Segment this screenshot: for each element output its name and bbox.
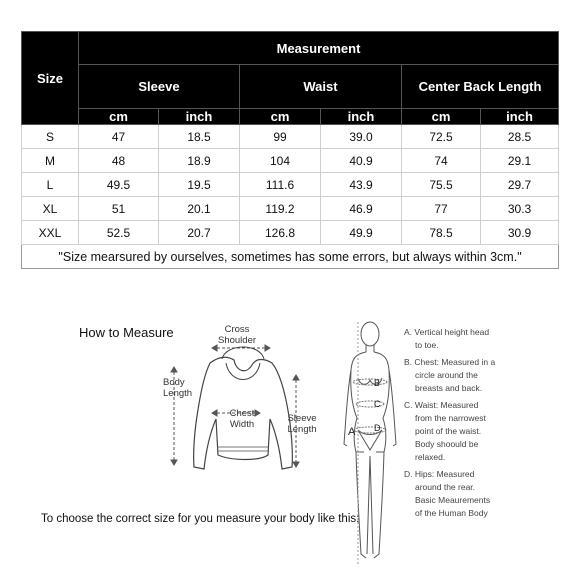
measurement-header: Measurement	[79, 32, 559, 65]
note-line: Body shoould be	[415, 439, 479, 449]
body-point-c: C	[374, 399, 381, 409]
value-cell: 111.6	[240, 173, 321, 197]
value-cell: 49.9	[321, 221, 402, 245]
note-waist	[404, 399, 574, 464]
table-row	[22, 197, 559, 221]
value-cell: 40.9	[321, 149, 402, 173]
size-header: Size	[22, 32, 79, 125]
value-cell: 51	[79, 197, 159, 221]
note-line: breasts and back.	[415, 383, 483, 393]
value-cell: 30.9	[481, 221, 559, 245]
table-row	[22, 149, 559, 173]
value-cell: 18.9	[159, 149, 240, 173]
value-cell: 46.9	[321, 197, 402, 221]
value-cell: 18.5	[159, 125, 240, 149]
size-cell: XXL	[22, 221, 79, 245]
unit-header: cm	[79, 109, 159, 125]
note-line: A. Vertical height head	[404, 327, 490, 337]
value-cell: 19.5	[159, 173, 240, 197]
size-chart-table	[21, 31, 559, 269]
size-cell: M	[22, 149, 79, 173]
value-cell: 74	[402, 149, 481, 173]
how-to-measure-title: How to Measure	[79, 325, 174, 340]
body-length-label	[163, 377, 203, 399]
unit-header: inch	[481, 109, 559, 125]
label-text: Length	[287, 424, 317, 435]
value-cell: 47	[79, 125, 159, 149]
value-cell: 43.9	[321, 173, 402, 197]
table-row	[22, 221, 559, 245]
note-height	[404, 326, 574, 352]
cross-shoulder-label	[214, 324, 260, 346]
value-cell: 78.5	[402, 221, 481, 245]
note-chest	[404, 356, 574, 395]
value-cell: 75.5	[402, 173, 481, 197]
size-cell: S	[22, 125, 79, 149]
note-line: point of the waist.	[415, 426, 482, 436]
note-line: circle around the	[415, 370, 478, 380]
unit-header: cm	[240, 109, 321, 125]
choose-size-instruction: To choose the correct size for you measure your body like this:	[41, 513, 360, 525]
table-row	[22, 173, 559, 197]
label-text: Chest	[229, 408, 255, 419]
value-cell: 77	[402, 197, 481, 221]
value-cell: 52.5	[79, 221, 159, 245]
value-cell: 29.7	[481, 173, 559, 197]
body-point-a: A	[348, 426, 356, 438]
label-text: Cross	[224, 324, 250, 335]
size-cell: XL	[22, 197, 79, 221]
label-text: Shoulder	[217, 335, 257, 346]
body-point-d: D	[374, 423, 381, 433]
label-text: Sleeve	[287, 413, 317, 424]
size-note: "Size mearsured by ourselves, sometimes has some errors, but always within 3cm."	[22, 245, 559, 269]
label-text: Length	[163, 388, 193, 399]
value-cell: 126.8	[240, 221, 321, 245]
measurement-notes	[404, 326, 574, 524]
note-line: to toe.	[415, 340, 439, 350]
note-line: around the rear.	[415, 482, 476, 492]
note-line: relaxed.	[415, 452, 446, 462]
label-text: Width	[229, 419, 255, 430]
note-line: C. Waist: Measured	[404, 400, 479, 410]
waist-header: Waist	[240, 65, 402, 109]
note-hips	[404, 468, 574, 520]
sleeve-header: Sleeve	[79, 65, 240, 109]
body-point-b: B	[374, 378, 381, 388]
value-cell: 48	[79, 149, 159, 173]
value-cell: 72.5	[402, 125, 481, 149]
unit-header: inch	[321, 109, 402, 125]
size-cell: L	[22, 173, 79, 197]
note-line: Basic Meaurements	[415, 495, 491, 505]
note-line: D. Hips: Measured	[404, 469, 475, 479]
label-text: Body	[163, 377, 185, 388]
value-cell: 29.1	[481, 149, 559, 173]
note-line: from the narrowest	[415, 413, 486, 423]
value-cell: 20.7	[159, 221, 240, 245]
value-cell: 39.0	[321, 125, 402, 149]
unit-header: cm	[402, 109, 481, 125]
value-cell: 30.3	[481, 197, 559, 221]
unit-header: inch	[159, 109, 240, 125]
value-cell: 99	[240, 125, 321, 149]
table-note-row	[22, 245, 559, 269]
value-cell: 20.1	[159, 197, 240, 221]
value-cell: 28.5	[481, 125, 559, 149]
sleeve-length-label	[282, 413, 322, 435]
value-cell: 119.2	[240, 197, 321, 221]
note-line: B. Chest: Measured in a	[404, 357, 496, 367]
table-row	[22, 125, 559, 149]
chest-width-label	[222, 408, 262, 430]
note-line: of the Human Body	[415, 508, 488, 518]
value-cell: 49.5	[79, 173, 159, 197]
body-figure-diagram	[340, 318, 400, 570]
center-back-length-header: Center Back Length	[402, 65, 559, 109]
value-cell: 104	[240, 149, 321, 173]
